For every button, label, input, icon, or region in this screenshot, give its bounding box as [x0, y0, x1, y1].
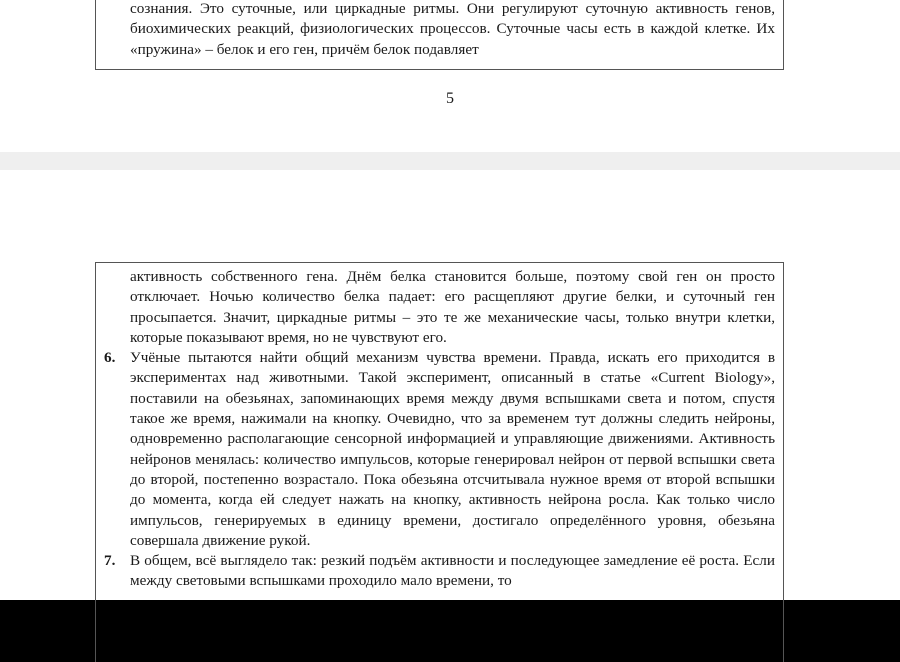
paragraph-text: Учёные пытаются найти общий механизм чувства времени. Правда, искать его приходится в экспериментах над животными. Такой эксперимент, описанный в статье «Current Biology», поставили на обезьянах, запоминающих время между двумя вспышками света и потом, спустя такое же время, нажимали на кнопку. Очевидно, что за временем тут должны следить нейроны, одновременно располагающие сенсорной информацией и управляющие движениями. Активность нейронов менялась: количество импульсов, которые генерировал нейрон от первой вспышки света до второй, постепенно возрастало. Пока обезьяна отсчитывала нужное время от второй вспышки до момента, когда ей следует нажать на кнопку, активность нейрона росла. Как только число импульсов, генерируемых в единицу времени, достигало определённого уровня, обезьяна совершала движение рукой.: [130, 349, 775, 549]
paragraph-text: В общем, всё выглядело так: резкий подъём активности и последующее замедление её роста. Если между световыми вспышками проходило мало времени, то: [130, 552, 775, 590]
paragraph-item-6: [104, 348, 775, 551]
paragraph-continued: сознания. Это суточные, или циркадные ритмы. Они регулируют суточную активность генов, биохимических реакций, физиологических процессов. Суточные часы есть в каждой клетке. Их «пружина» – белок и его ген, причём белок подавляет: [130, 0, 775, 58]
text-frame: [95, 0, 784, 70]
paragraph-number: 7.: [104, 552, 116, 570]
page-number: 5: [446, 90, 454, 107]
text-frame: [95, 262, 784, 662]
page-5: [0, 0, 900, 152]
paragraph-continued: активность собственного гена. Днём белка становится больше, поэтому свой ген он просто отключает. Ночью количество белка падает: его расщепляют другие белки, и суточный ген просыпается. Значит, циркадные ритмы – это те же механические часы, только внутри клетки, которые показывают время, но не чувствуют его.: [130, 268, 775, 346]
paragraph-number: 6.: [104, 349, 116, 367]
page-separator: [0, 152, 900, 170]
paragraph-item-7: [104, 551, 775, 592]
page-6: [0, 170, 900, 600]
